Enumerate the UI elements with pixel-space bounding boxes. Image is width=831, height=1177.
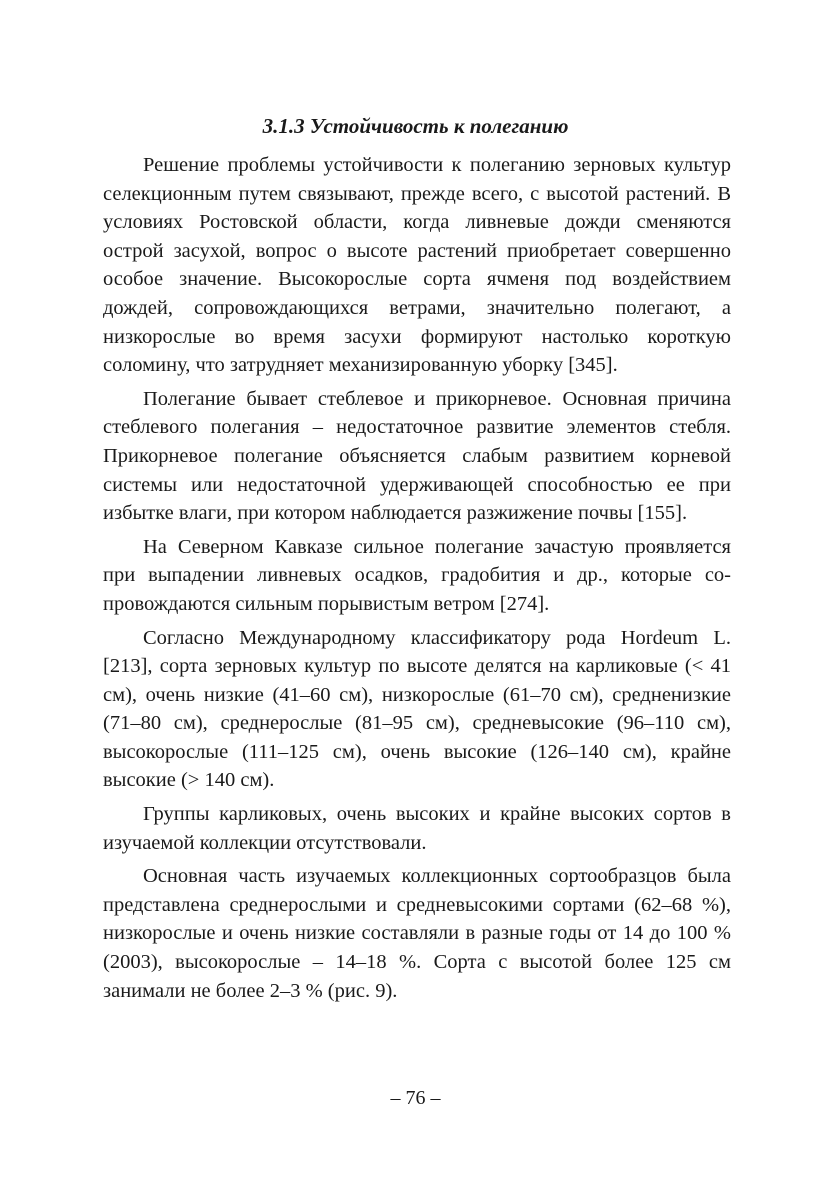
section-heading: 3.1.3 Устойчивость к полеганию [262, 114, 569, 138]
page-number: – 76 – [390, 1087, 441, 1109]
paragraph: Основная часть изучаемых коллекционных сортообразцов была представлена среднерослыми и средневысокими сортами (62–68 %), низкорослые и очень низкие составляли в разные годы от 14 до 100 % (2003), высокорослые – 14–18 %. Сорта с высотой более 125 см занимали не более 2–3 % (рис. 9). [103, 865, 731, 1002]
paragraph: Группы карликовых, очень высоких и крайне высоких сортов в изучаемой коллекции отсутствовали. [103, 803, 731, 854]
body-text [103, 151, 731, 1010]
paragraph: Согласно Международному классификатору рода Hordeum L. [213], сорта зерновых культур по высоте делятся на карликовые (< 41 см), очень низкие (41–60 см), низкорослые (61–70 см), средненизкие (71–80 см), среднерослые (81–95 см), средневысокие (96–110 см), высокорослые (111–125 см), очень высокие (126–140 см), крайне высокие (> 140 см). [103, 626, 731, 792]
paragraph: Решение проблемы устойчивости к полеганию зерновых культур селекционным путем связывают, прежде всего, с высотой растений. В условиях Ростовской области, когда ливневые дожди сменяются острой засухой, вопрос о высоте растений приобретает совершенно особое значение. Высокорослые сорта ячменя под воздействием дождей, сопровождающихся ветрами, значительно полегают, а низкорослые во время засухи формируют настолько короткую соломину, что затрудняет механизированную уборку [345]. [103, 154, 731, 377]
paragraph: На Северном Кавказе сильное полегание зачастую проявляется при выпадении ливневых осадков, градобития и др., которые сопровождаются сильным порывистым ветром [274]. [103, 535, 731, 615]
paragraph: Полегание бывает стеблевое и прикорневое. Основная причина стеблевого полегания – недостаточное развитие элементов стебля. Прикорневое полегание объясняется слабым развитием корневой системы или недостаточной удерживающей способностью ее при избытке влаги, при котором наблюдается разжижение почвы [155]. [103, 387, 731, 525]
